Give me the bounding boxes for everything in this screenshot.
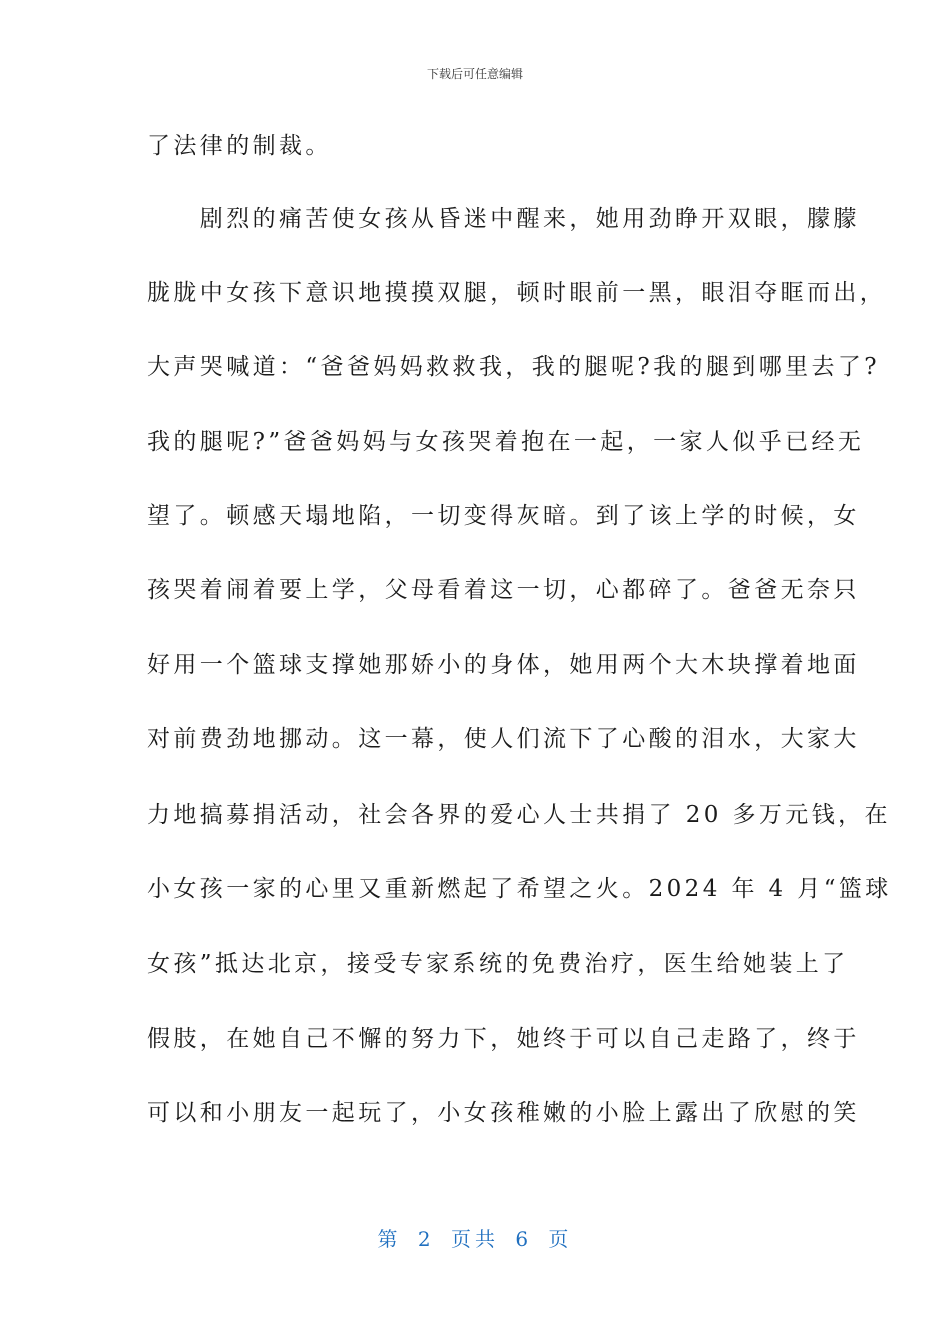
page-number-footer: 第 2 页共 6 页 [377,1227,573,1251]
body-line: 孩哭着闹着要上学，父母看着这一切，心都碎了。爸爸无奈只 [147,577,860,603]
page-header: 下载后可任意编辑 [426,67,523,81]
body-line: 对前费劲地挪动。这一幕，使人们流下了心酸的泪水，大家大 [147,726,860,752]
body-line: 剧烈的痛苦使女孩从昏迷中醒来，她用劲睁开双眼，朦朦 [147,206,860,232]
body-line: 胧胧中女孩下意识地摸摸双腿，顿时眼前一黑，眼泪夺眶而出， [147,280,887,306]
body-line: 望了。顿感天塌地陷，一切变得灰暗。到了该上学的时候，女 [147,503,860,529]
body-line: 女孩”抵达北京，接受专家系统的免费治疗，医生给她装上了 [147,951,849,977]
body-line: 好用一个篮球支撑她那娇小的身体，她用两个大木块撑着地面 [147,652,860,678]
body-line: 小女孩一家的心里又重新燃起了希望之火。2024 年 4 月“篮球 [147,876,892,902]
body-line: 假肢，在她自己不懈的努力下，她终于可以自己走路了，终于 [147,1026,860,1052]
body-line: 了法律的制裁。 [147,133,332,159]
body-line: 可以和小朋友一起玩了，小女孩稚嫩的小脸上露出了欣慰的笑 [147,1100,860,1126]
body-line: 大声哭喊道：“爸爸妈妈救救我，我的腿呢?我的腿到哪里去了? [147,354,881,380]
body-line: 我的腿呢?”爸爸妈妈与女孩哭着抱在一起，一家人似乎已经无 [147,429,865,455]
body-line: 力地搞募捐活动，社会各界的爱心人士共捐了 20 多万元钱，在 [147,802,891,828]
